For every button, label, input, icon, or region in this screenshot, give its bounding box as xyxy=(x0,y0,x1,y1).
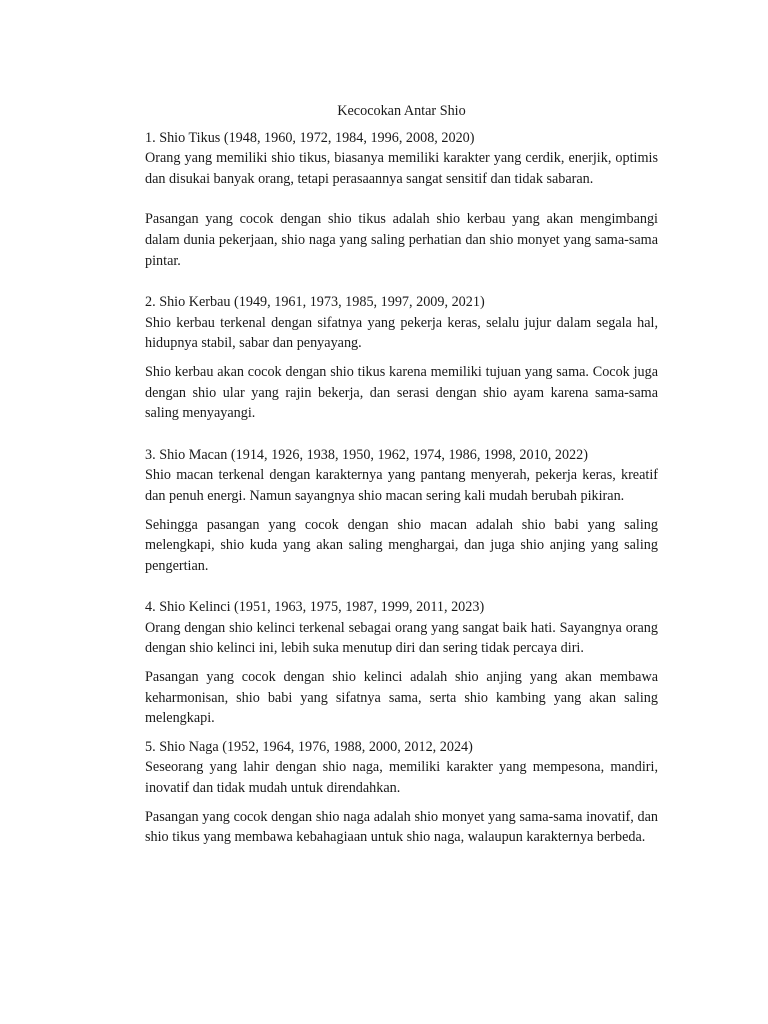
section-shio-kelinci xyxy=(145,597,658,729)
section-description: Seseorang yang lahir dengan shio naga, memiliki karakter yang mempesona, mandiri, inovatif dan tidak mudah untuk direndahkan. xyxy=(145,759,658,797)
section-shio-macan xyxy=(145,445,658,577)
section-shio-tikus xyxy=(145,128,658,272)
section-compatibility: Pasangan yang cocok dengan shio tikus adalah shio kerbau yang akan mengimbangi dalam dunia pekerjaan, shio naga yang saling perhatian dan shio monyet yang sama-sama pintar. xyxy=(145,211,658,269)
section-heading: 1. Shio Tikus (1948, 1960, 1972, 1984, 1996, 2008, 2020) xyxy=(145,129,475,146)
section-shio-naga xyxy=(145,737,658,848)
section-description: Shio kerbau terkenal dengan sifatnya yang pekerja keras, selalu jujur dalam segala hal, hidupnya stabil, sabar dan penyayang. xyxy=(145,314,658,352)
section-heading: 3. Shio Macan (1914, 1926, 1938, 1950, 1962, 1974, 1986, 1998, 2010, 2022) xyxy=(145,446,588,463)
section-description: Shio macan terkenal dengan karakternya yang pantang menyerah, pekerja keras, kreatif dan penuh energi. Namun sayangnya shio macan sering kali mudah berubah pikiran. xyxy=(145,467,658,504)
section-heading: 5. Shio Naga (1952, 1964, 1976, 1988, 2000, 2012, 2024) xyxy=(145,738,473,755)
section-heading: 2. Shio Kerbau (1949, 1961, 1973, 1985, 1997, 2009, 2021) xyxy=(145,294,485,311)
section-shio-kerbau xyxy=(145,292,658,424)
document-title: Kecocokan Antar Shio xyxy=(337,103,466,119)
section-description: Orang yang memiliki shio tikus, biasanya memiliki karakter yang cerdik, enerjik, optimis dan disukai banyak orang, tetapi perasaannya sangat sensitif dan tidak sabaran. xyxy=(145,150,658,187)
document-body xyxy=(145,101,658,848)
section-compatibility: Pasangan yang cocok dengan shio kelinci adalah shio anjing yang akan membawa keharmonisan, shio babi yang sifatnya sama, serta shio kambing yang akan saling melengkapi. xyxy=(145,669,658,727)
section-compatibility: Sehingga pasangan yang cocok dengan shio macan adalah shio babi yang saling melengkapi, shio kuda yang akan saling menghargai, dan juga shio anjing yang saling pengertian. xyxy=(145,516,658,574)
section-description: Orang dengan shio kelinci terkenal sebagai orang yang sangat baik hati. Sayangnya orang dengan shio kelinci ini, lebih suka menutup diri dan sering tidak percaya diri. xyxy=(145,619,658,657)
section-heading: 4. Shio Kelinci (1951, 1963, 1975, 1987, 1999, 2011, 2023) xyxy=(145,599,485,616)
section-compatibility: Shio kerbau akan cocok dengan shio tikus karena memiliki tujuan yang sama. Cocok juga dengan shio ular yang rajin bekerja, dan serasi dengan shio ayam karena sama-sama saling menyayangi. xyxy=(145,363,658,422)
section-compatibility: Pasangan yang cocok dengan shio naga adalah shio monyet yang sama-sama inovatif, dan shio tikus yang membawa kebahagiaan untuk shio naga, walaupun karakternya berbeda. xyxy=(145,808,658,846)
